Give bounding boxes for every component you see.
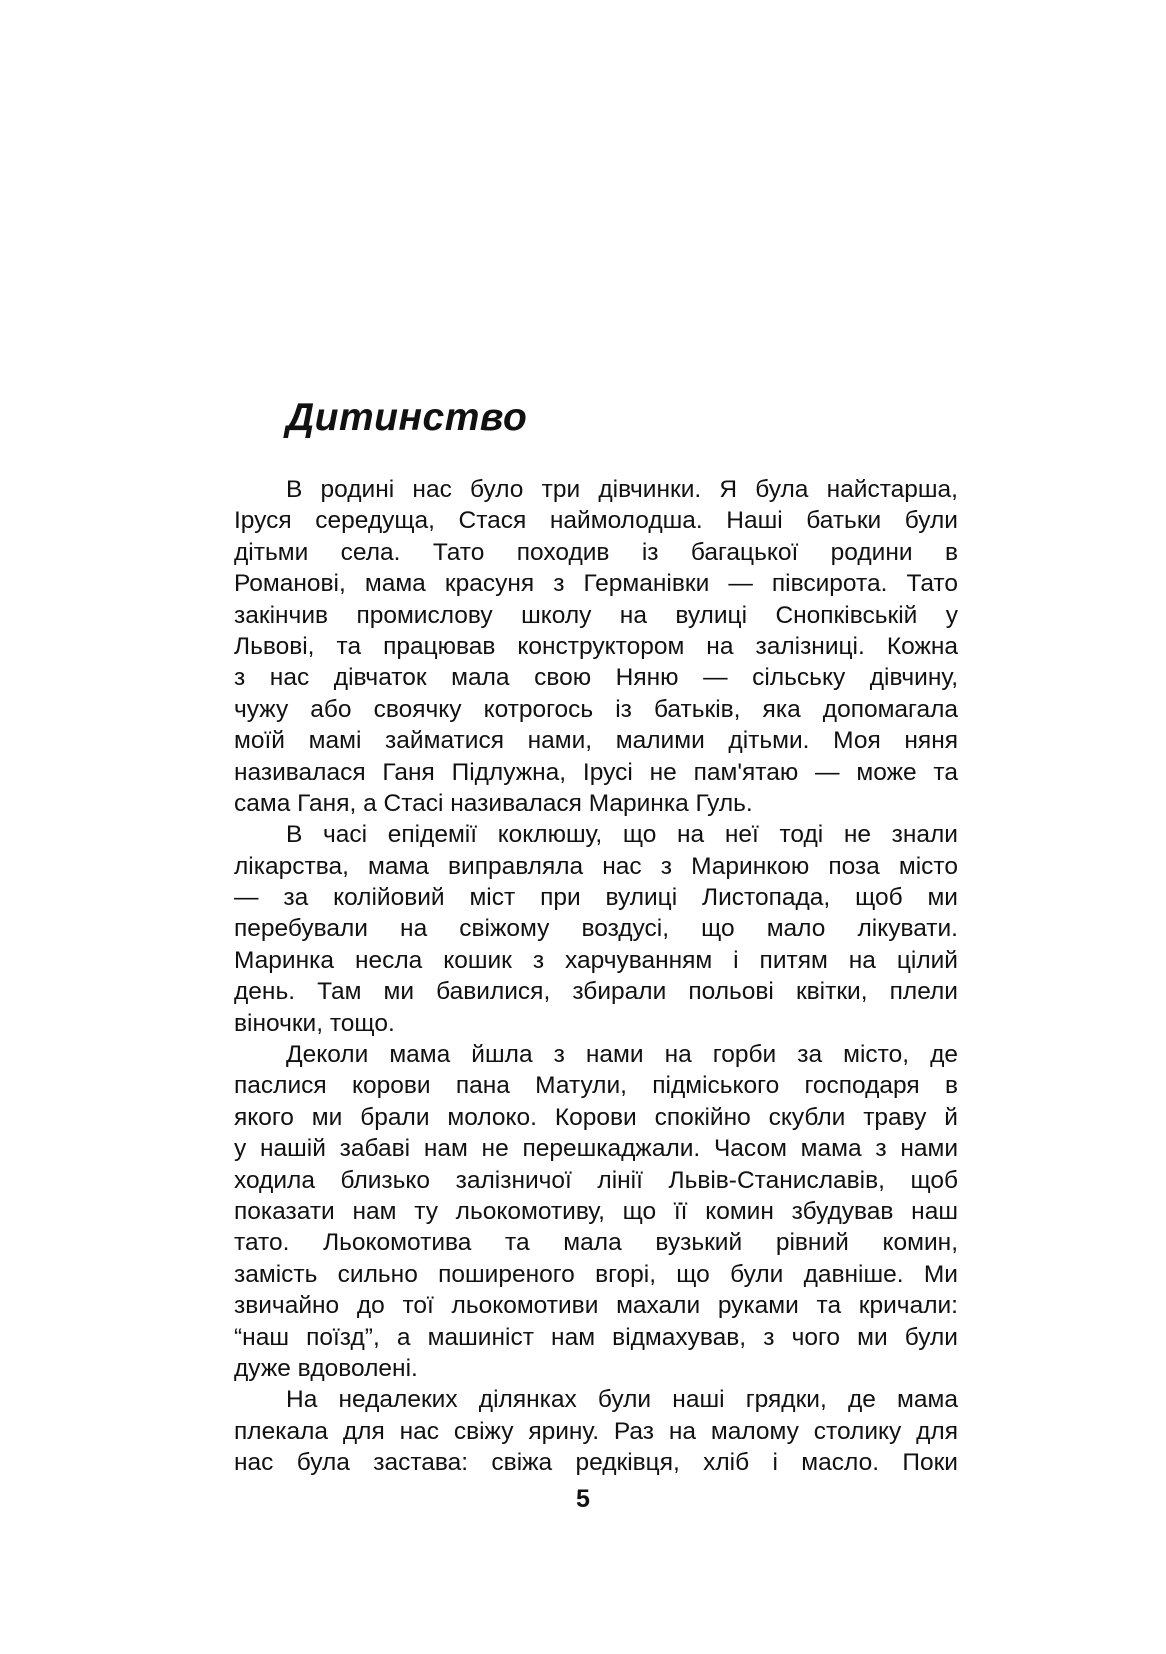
text-line: чужу або своячку котрогось із батьків, яка допомагала: [234, 695, 958, 723]
text-line: паслися корови пана Матули, підміського господаря в: [234, 1072, 958, 1100]
text-line: В часі епідемії коклюшу, що на неї тоді не знали: [286, 821, 958, 849]
text-line: тато. Льокомотива та мала вузький рівний комин,: [234, 1229, 958, 1257]
chapter-title: Дитинство: [286, 396, 528, 439]
text-line: — за колійовий міст при вулиці Листопада, щоб ми: [234, 884, 958, 912]
text-line: замість сильно поширеного вгорі, що були давніше. Ми: [234, 1260, 958, 1288]
text-line: звичайно до тої льокомотиви махали руками та кричали:: [234, 1292, 958, 1320]
text-line: сама Ганя, а Стасі називалася Маринка Гуль.: [234, 789, 753, 817]
text-line: ходила близько залізничої лінії Львів-Станиславів, щоб: [234, 1166, 958, 1194]
text-line: перебували на свіжому воздусі, що мало лікувати.: [234, 915, 958, 943]
text-line: день. Там ми бавилися, збирали польові квітки, плели: [234, 978, 958, 1006]
text-line: На недалеких ділянках були наші грядки, де мама: [286, 1386, 958, 1414]
chapter-body: [234, 474, 958, 1479]
text-line: плекала для нас свіжу ярину. Раз на малому столику для: [234, 1417, 958, 1445]
text-line: якого ми брали молоко. Корови спокійно скубли траву й: [234, 1103, 958, 1131]
text-line: Львові, та працював конструктором на залізниці. Кожна: [234, 632, 958, 660]
text-line: віночки, тощо.: [234, 1009, 395, 1037]
text-line: В родині нас було три дівчинки. Я була найстарша,: [286, 476, 958, 503]
text-line: називалася Ганя Підлужна, Ірусі не пам'ятаю — може та: [234, 758, 958, 786]
text-line: лікарства, мама виправляла нас з Маринкою поза місто: [234, 852, 958, 880]
text-line: нас була застава: свіжа редківця, хліб і масло. Поки: [234, 1449, 958, 1477]
text-line: дуже вдоволені.: [234, 1354, 418, 1382]
text-line: моїй мамі займатися нами, малими дітьми. Моя няня: [234, 727, 958, 755]
text-line: показати нам ту льокомотиву, що її комин збудував наш: [234, 1197, 958, 1225]
text-line: Маринка несла кошик з харчуванням і питям на цілий: [234, 946, 958, 974]
text-line: закінчив промислову школу на вулиці Снопківській у: [234, 601, 958, 629]
text-line: Іруся середуща, Стася наймолодша. Наші батьки були: [234, 507, 958, 535]
page-number: 5: [576, 1485, 590, 1513]
text-line: Деколи мама йшла з нами на горби за місто, де: [286, 1041, 958, 1069]
text-line: у нашій забаві нам не перешкаджали. Часом мама з нами: [234, 1135, 958, 1163]
text-line: “наш поїзд”, а машиніст нам відмахував, з чого ми були: [234, 1323, 958, 1351]
text-line: з нас дівчаток мала свою Няню — сільську дівчину,: [234, 664, 958, 692]
text-line: дітьми села. Тато походив із багацької родини в: [234, 538, 958, 566]
text-line: Романові, мама красуня з Германівки — півсирота. Тато: [234, 570, 958, 598]
